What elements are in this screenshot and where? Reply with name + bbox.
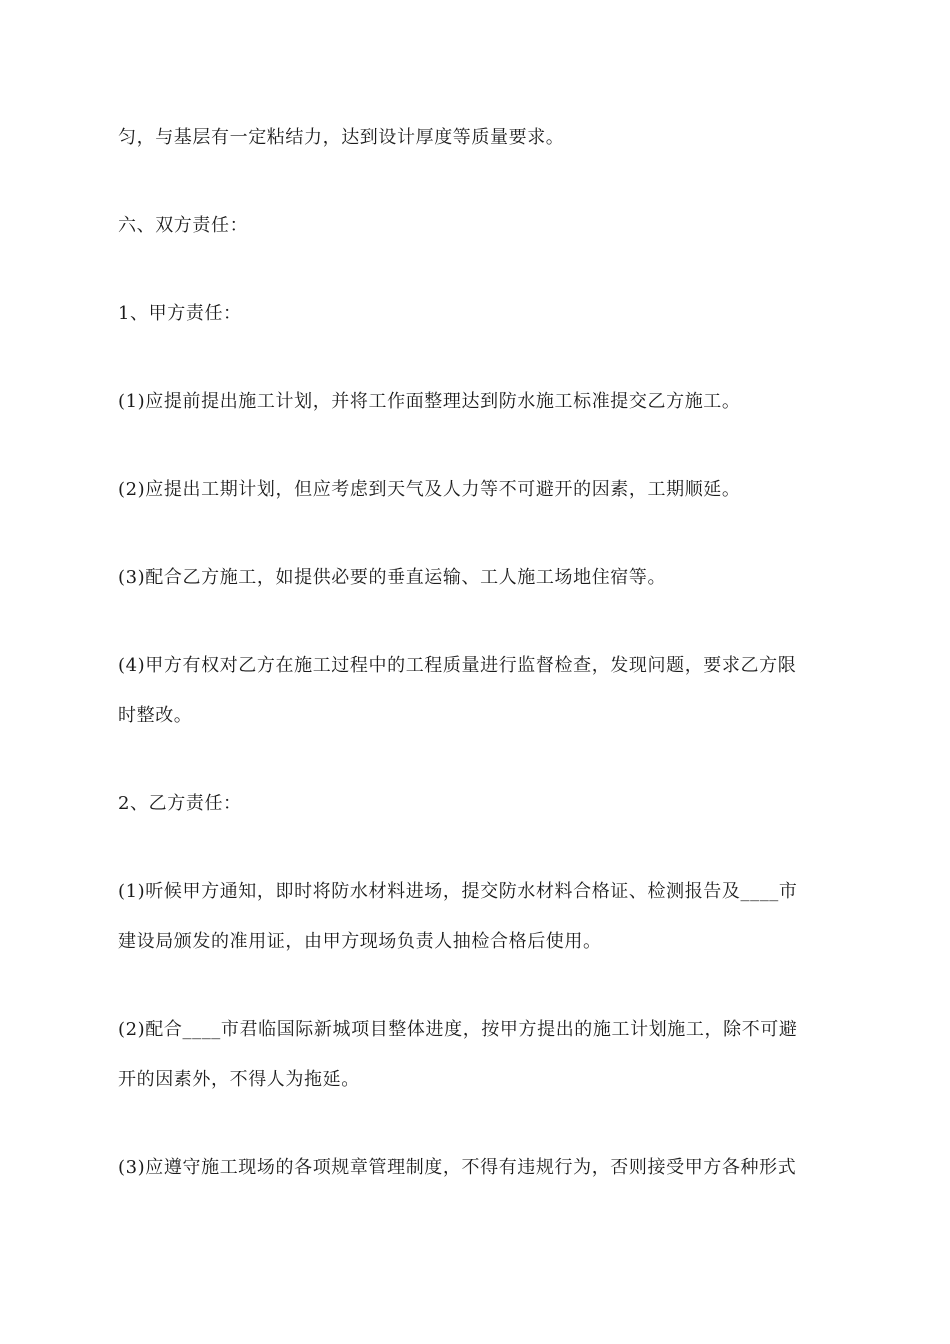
section-heading: 六、双方责任： (118, 215, 249, 236)
text-line: (2)应提出工期计划，但应考虑到天气及人力等不可避开的因素，工期顺延。 (118, 479, 741, 500)
text-line: 时整改。 (118, 705, 193, 726)
subsection-heading: 2、乙方责任： (118, 793, 242, 814)
text-line: (3)应遵守施工现场的各项规章管理制度，不得有违规行为，否则接受甲方各种形式 (118, 1157, 797, 1178)
text-line: (3)配合乙方施工，如提供必要的垂直运输、工人施工场地住宿等。 (118, 567, 667, 588)
text-line: 建设局颁发的准用证，由甲方现场负责人抽检合格后使用。 (118, 931, 602, 952)
text-line: 开的因素外，不得人为拖延。 (118, 1069, 360, 1090)
text-line: 匀，与基层有一定粘结力，达到设计厚度等质量要求。 (118, 127, 565, 148)
text-line: (1)应提前提出施工计划，并将工作面整理达到防水施工标准提交乙方施工。 (118, 391, 741, 412)
text-line: (2)配合____市君临国际新城项目整体进度，按甲方提出的施工计划施工，除不可避 (118, 1019, 798, 1040)
text-line: (1)听候甲方通知，即时将防水材料进场，提交防水材料合格证、检测报告及____市 (118, 881, 798, 902)
text-line: (4)甲方有权对乙方在施工过程中的工程质量进行监督检查，发现问题，要求乙方限 (118, 655, 797, 676)
subsection-heading: 1、甲方责任： (118, 303, 242, 324)
